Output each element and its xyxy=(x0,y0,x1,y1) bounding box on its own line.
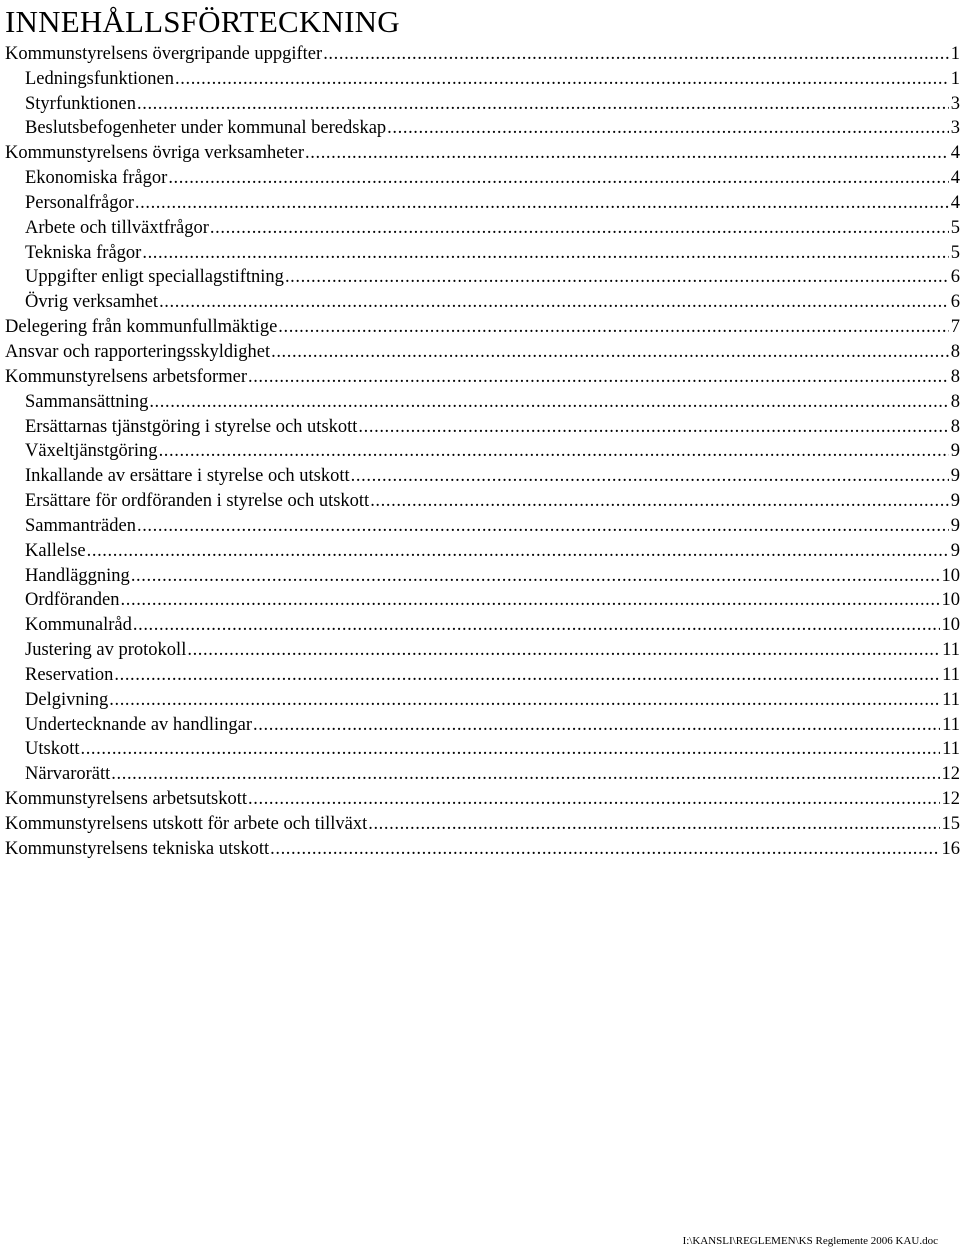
dot-leader xyxy=(358,416,948,438)
toc-entry-page: 5 xyxy=(950,217,960,238)
dot-leader xyxy=(159,440,949,462)
toc-entry-page: 4 xyxy=(950,143,960,164)
toc-entry[interactable] xyxy=(0,239,960,264)
toc-title: INNEHÅLLSFÖRTECKNING xyxy=(5,4,400,39)
dot-leader xyxy=(142,242,948,264)
toc-entry-page: 10 xyxy=(941,565,960,586)
dot-leader xyxy=(248,366,949,388)
toc-entry-label: Arbete och tillväxtfrågor xyxy=(25,217,209,238)
toc-entry-page: 1 xyxy=(950,68,960,89)
toc-entry-page: 11 xyxy=(942,664,960,685)
toc-entry-page: 9 xyxy=(950,491,960,512)
toc-entry[interactable] xyxy=(0,338,960,363)
toc-entry-label: Undertecknande av handlingar xyxy=(25,714,253,735)
toc-entry[interactable] xyxy=(0,40,960,65)
toc-entry-page: 8 xyxy=(950,366,960,387)
toc-entry-page: 15 xyxy=(941,814,960,834)
toc-entry-label: Sammanträden xyxy=(25,515,136,536)
toc-entry-label: Handläggning xyxy=(25,565,130,586)
toc-entry-label: Personalfrågor xyxy=(25,192,134,213)
toc-entry-label: Uppgifter enligt speciallagstiftning xyxy=(25,267,284,288)
toc-entry-page: 3 xyxy=(950,93,960,114)
toc-entry-page: 12 xyxy=(941,764,960,785)
toc-entry-page: 4 xyxy=(950,168,960,189)
toc-entry[interactable] xyxy=(0,139,960,164)
toc-entry-page: 5 xyxy=(950,242,960,263)
dot-leader xyxy=(137,515,949,537)
dot-leader xyxy=(271,341,949,363)
toc-entry-page: 8 xyxy=(950,416,960,437)
toc-entry-label: Kommunstyrelsens övriga verksamheter xyxy=(5,143,305,164)
toc-entry-page: 11 xyxy=(942,739,960,760)
dot-leader xyxy=(114,664,940,686)
toc-entry[interactable] xyxy=(0,562,960,587)
toc-entry-label: Beslutsbefogenheter under kommunal beredskap xyxy=(25,118,387,139)
toc-entry-label: Kommunstyrelsens arbetsformer xyxy=(5,366,247,387)
dot-leader xyxy=(370,490,949,512)
toc-entry[interactable] xyxy=(0,90,960,115)
dot-leader xyxy=(121,589,940,611)
toc-entry-label: Tekniska frågor xyxy=(25,242,142,263)
toc-entry[interactable] xyxy=(0,611,960,636)
toc-entry-label: Övrig verksamhet xyxy=(25,292,159,313)
toc-entry[interactable] xyxy=(0,686,960,711)
dot-leader xyxy=(305,142,949,164)
toc-entry[interactable] xyxy=(0,363,960,388)
toc-entry[interactable] xyxy=(0,835,960,860)
toc-entry[interactable] xyxy=(0,413,960,438)
dot-leader xyxy=(285,266,949,288)
toc-entry[interactable] xyxy=(0,65,960,90)
toc-entry-label: Kommunstyrelsens utskott för arbete och tillväxt xyxy=(5,814,368,834)
toc-entry[interactable] xyxy=(0,512,960,537)
toc-entry-label: Utskott xyxy=(25,739,80,760)
dot-leader xyxy=(149,391,948,413)
toc-entry[interactable] xyxy=(0,760,960,785)
toc-entry[interactable] xyxy=(0,214,960,239)
toc-entry-label: Reservation xyxy=(25,664,114,685)
toc-entry-label: Delegering från kommunfullmäktige xyxy=(5,317,278,338)
toc-entry[interactable] xyxy=(0,736,960,761)
toc-entry-label: Delgivning xyxy=(25,689,109,710)
toc-entry-page: 8 xyxy=(950,341,960,362)
dot-leader xyxy=(109,689,940,711)
dot-leader xyxy=(137,93,949,115)
toc-entry-page: 4 xyxy=(950,192,960,213)
toc-entry-label: Kommunalråd xyxy=(25,615,132,636)
toc-entry[interactable] xyxy=(0,537,960,562)
dot-leader xyxy=(87,540,949,562)
toc-entry-page: 1 xyxy=(950,43,960,64)
toc-entry-page: 16 xyxy=(941,838,960,859)
toc-entry-label: Justering av protokoll xyxy=(25,640,187,661)
toc-entry-page: 6 xyxy=(950,292,960,313)
toc-entry-page: 9 xyxy=(950,466,960,487)
dot-leader xyxy=(111,763,939,785)
toc-entry-label: Kommunstyrelsens övergripande uppgifter xyxy=(5,43,323,64)
toc-entry-page: 6 xyxy=(950,267,960,288)
dot-leader xyxy=(278,316,948,338)
toc-entry-label: Ersättare för ordföranden i styrelse och utskott xyxy=(25,491,370,512)
dot-leader xyxy=(387,117,949,139)
toc-entry[interactable] xyxy=(0,388,960,413)
toc-entry-label: Ledningsfunktionen xyxy=(25,68,175,89)
dot-leader xyxy=(187,639,940,661)
toc-entry-page: 10 xyxy=(941,590,960,611)
dot-leader xyxy=(80,738,940,760)
toc-entry-page: 7 xyxy=(950,317,960,338)
dot-leader xyxy=(168,167,948,189)
toc-entry-label: Kallelse xyxy=(25,540,86,561)
toc-entry-page: 11 xyxy=(942,640,960,661)
toc-entry-label: Ansvar och rapporteringsskyldighet xyxy=(5,341,271,362)
toc-entry[interactable] xyxy=(0,164,960,189)
toc-list xyxy=(0,40,960,860)
toc-entry[interactable] xyxy=(0,462,960,487)
toc-entry-page: 9 xyxy=(950,540,960,561)
dot-leader xyxy=(351,465,949,487)
toc-entry[interactable] xyxy=(0,587,960,612)
toc-entry-page: 9 xyxy=(950,441,960,462)
toc-entry-page: 10 xyxy=(941,615,960,636)
toc-entry-page: 9 xyxy=(950,515,960,536)
toc-entry-page: 3 xyxy=(950,118,960,139)
footer-file-path: I:\KANSLI\REGLEMEN\KS Reglemente 2006 KAU.doc xyxy=(682,1235,938,1247)
toc-entry-label: Ersättarnas tjänstgöring i styrelse och utskott xyxy=(25,416,358,437)
toc-entry-page: 11 xyxy=(942,689,960,710)
toc-entry[interactable] xyxy=(0,661,960,686)
toc-entry-label: Sammansättning xyxy=(25,391,149,412)
toc-entry-page: 11 xyxy=(942,714,960,735)
toc-entry-label: Kommunstyrelsens tekniska utskott xyxy=(5,838,270,859)
toc-entry-label: Ekonomiska frågor xyxy=(25,168,168,189)
toc-entry[interactable] xyxy=(0,288,960,313)
dot-leader xyxy=(253,714,940,736)
dot-leader xyxy=(210,217,949,239)
toc-entry-label: Ordföranden xyxy=(25,590,120,611)
dot-leader xyxy=(159,291,949,313)
dot-leader xyxy=(368,813,939,835)
toc-entry[interactable] xyxy=(0,438,960,463)
dot-leader xyxy=(135,192,949,214)
toc-entry[interactable] xyxy=(0,189,960,214)
dot-leader xyxy=(131,565,940,587)
dot-leader xyxy=(248,788,939,810)
toc-entry[interactable] xyxy=(0,264,960,289)
toc-entry[interactable] xyxy=(0,785,960,810)
toc-entry[interactable] xyxy=(0,636,960,661)
toc-entry-label: Inkallande av ersättare i styrelse och utskott xyxy=(25,466,350,487)
dot-leader xyxy=(175,68,949,90)
toc-entry-page: 12 xyxy=(941,789,960,810)
dot-leader xyxy=(133,614,940,636)
toc-entry-page: 8 xyxy=(950,391,960,412)
toc-entry-label: Närvarorätt xyxy=(25,764,111,785)
toc-entry[interactable] xyxy=(0,313,960,338)
toc-entry-label: Växeltjänstgöring xyxy=(25,441,158,462)
dot-leader xyxy=(270,838,939,860)
dot-leader xyxy=(323,43,949,65)
toc-entry[interactable] xyxy=(0,810,960,835)
toc-entry[interactable] xyxy=(0,711,960,736)
toc-entry[interactable] xyxy=(0,487,960,512)
toc-entry[interactable] xyxy=(0,115,960,140)
toc-entry-label: Styrfunktionen xyxy=(25,93,136,114)
toc-entry-label: Kommunstyrelsens arbetsutskott xyxy=(5,789,248,810)
